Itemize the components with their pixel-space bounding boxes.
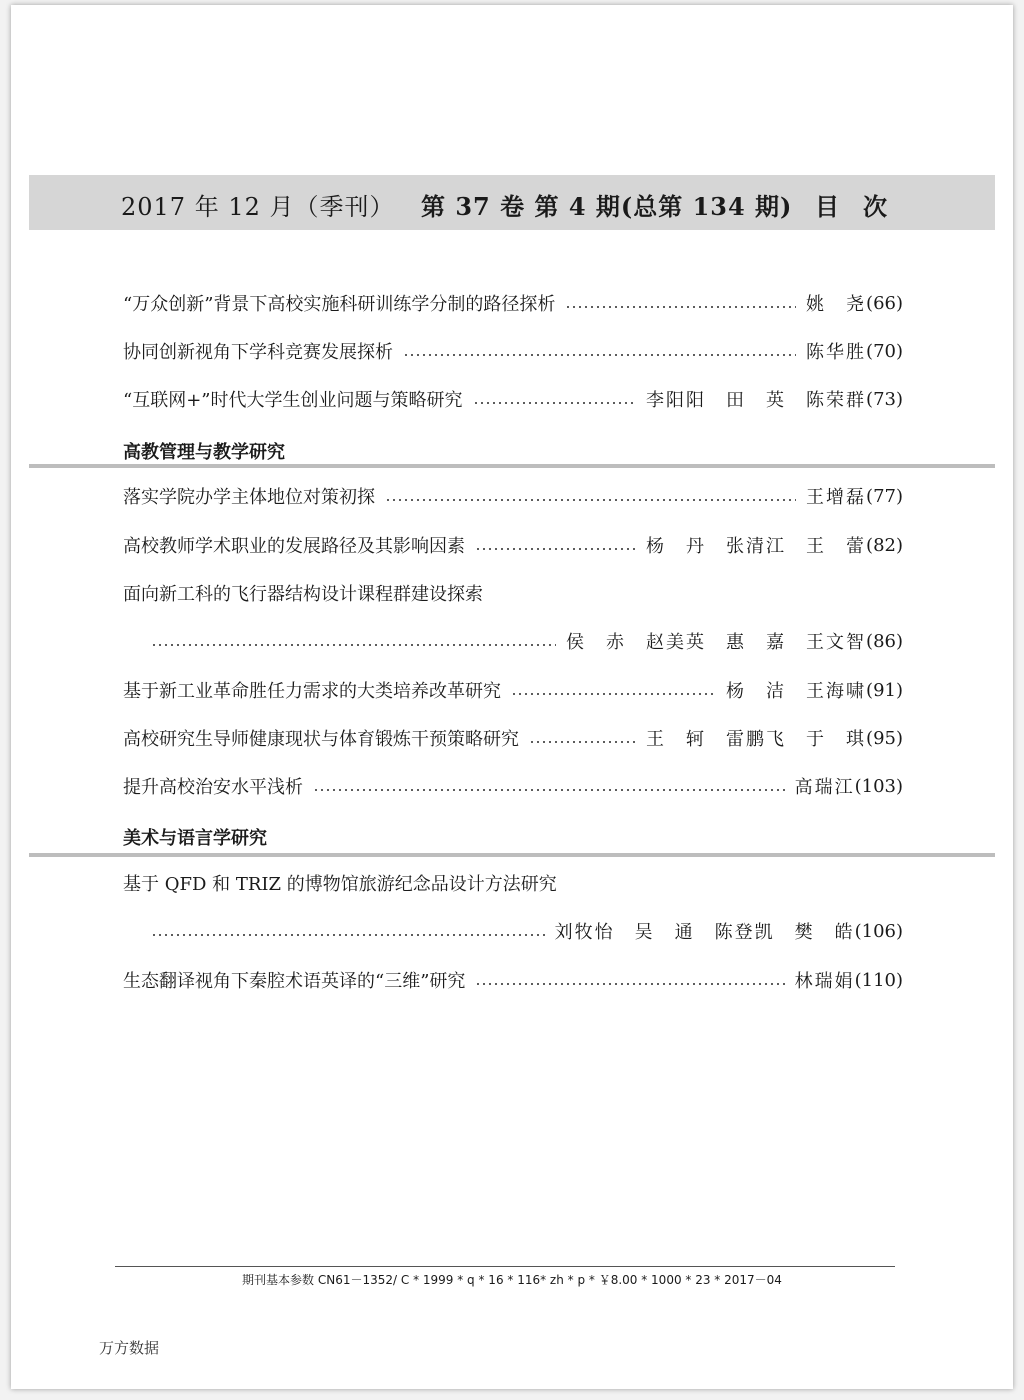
- entry-page: (73): [866, 388, 903, 410]
- entry-page: (77): [866, 485, 903, 507]
- dot-leader: [151, 644, 556, 646]
- section-heading: 美术与语言学研究: [123, 828, 267, 849]
- journal-parameters: 期刊基本参数 CN61－1352/ C * 1999 * q * 16 * 116* zh * p * ￥8.00 * 1000 * 23 * 2017－04: [242, 1273, 782, 1287]
- dot-leader: [475, 548, 636, 550]
- toc-entry: [123, 677, 903, 703]
- toc-entry: [123, 532, 903, 558]
- entry-page: (95): [866, 727, 903, 749]
- entry-title: “万众创新”背景下高校实施科研训练学分制的路径探析: [123, 294, 556, 315]
- dot-leader: [385, 499, 796, 501]
- toc-entry: [123, 290, 903, 316]
- entry-author: 姚 尧: [806, 294, 867, 315]
- issue-volume: 第 37 卷 第 4 期(总第 134 期): [421, 192, 793, 221]
- toc-entry: [123, 386, 903, 412]
- dot-leader: [473, 402, 637, 404]
- dot-leader: [565, 306, 796, 308]
- dot-leader: [403, 354, 796, 356]
- issue-date: 2017 年 12 月（季刊）: [121, 193, 395, 221]
- entry-title: 面向新工科的飞行器结构设计课程群建设探索: [123, 584, 483, 605]
- entry-title: 落实学院办学主体地位对策初探: [123, 487, 375, 508]
- entry-title: 提升高校治安水平浅析: [123, 777, 303, 798]
- entry-title: 基于新工业革命胜任力需求的大类培养改革研究: [123, 681, 501, 702]
- entry-author: 杨 洁 王海啸: [726, 681, 867, 702]
- section-divider: [29, 464, 995, 468]
- dot-leader: [511, 693, 716, 695]
- toc-entry: [123, 483, 903, 509]
- entry-page: (66): [866, 292, 903, 314]
- toc-entry: [123, 773, 903, 799]
- entry-title: 生态翻译视角下秦腔术语英译的“三维”研究: [123, 971, 466, 992]
- entry-page: (103): [854, 775, 903, 797]
- entry-page: (70): [866, 340, 903, 362]
- footer-rule: [115, 1266, 895, 1267]
- toc-entry: [123, 725, 903, 751]
- document-page: [11, 5, 1013, 1389]
- entry-author: 林瑞娟: [794, 971, 855, 992]
- entry-page: (106): [854, 920, 903, 942]
- entry-title: 高校教师学术职业的发展路径及其影响因素: [123, 536, 465, 557]
- entry-author: 刘牧怡 吴 通 陈登凯 樊 皓: [554, 922, 855, 943]
- entry-author: 高瑞江: [794, 777, 855, 798]
- toc-entry-continuation: [151, 918, 903, 944]
- toc-entry: [123, 338, 903, 364]
- entry-author: 陈华胜: [806, 342, 867, 363]
- entry-author: 杨 丹 张清江 王 蕾: [646, 536, 867, 557]
- toc-entry-continuation: [151, 628, 903, 654]
- toc-entry-title-line: [123, 580, 903, 606]
- entry-author: 王增磊: [806, 487, 867, 508]
- dot-leader: [151, 934, 545, 936]
- entry-title: “互联网+”时代大学生创业问题与策略研究: [123, 390, 463, 411]
- entry-title: 高校研究生导师健康现状与体育锻炼干预策略研究: [123, 729, 519, 750]
- section-heading: 高教管理与教学研究: [123, 442, 285, 463]
- entry-title: 协同创新视角下学科竞赛发展探析: [123, 342, 393, 363]
- toc-label: 目次: [815, 192, 911, 221]
- issue-header-band: [29, 175, 995, 230]
- entry-page: (110): [854, 969, 903, 991]
- entry-page: (82): [866, 534, 903, 556]
- entry-page: (86): [866, 630, 903, 652]
- dot-leader: [529, 741, 636, 743]
- wanfang-watermark: 万方数据: [99, 1339, 160, 1357]
- entry-author: 王 轲 雷鹏飞 于 琪: [646, 729, 867, 750]
- entry-title: 基于 QFD 和 TRIZ 的博物馆旅游纪念品设计方法研究: [123, 874, 557, 895]
- toc-entry: [123, 967, 903, 993]
- toc-entry-title-line: [123, 870, 903, 896]
- dot-leader: [313, 789, 785, 791]
- entry-page: (91): [866, 679, 903, 701]
- section-divider: [29, 853, 995, 857]
- entry-author: 李阳阳 田 英 陈荣群: [646, 390, 867, 411]
- entry-author: 侯 赤 赵美英 惠 嘉 王文智: [566, 632, 867, 653]
- dot-leader: [475, 983, 784, 985]
